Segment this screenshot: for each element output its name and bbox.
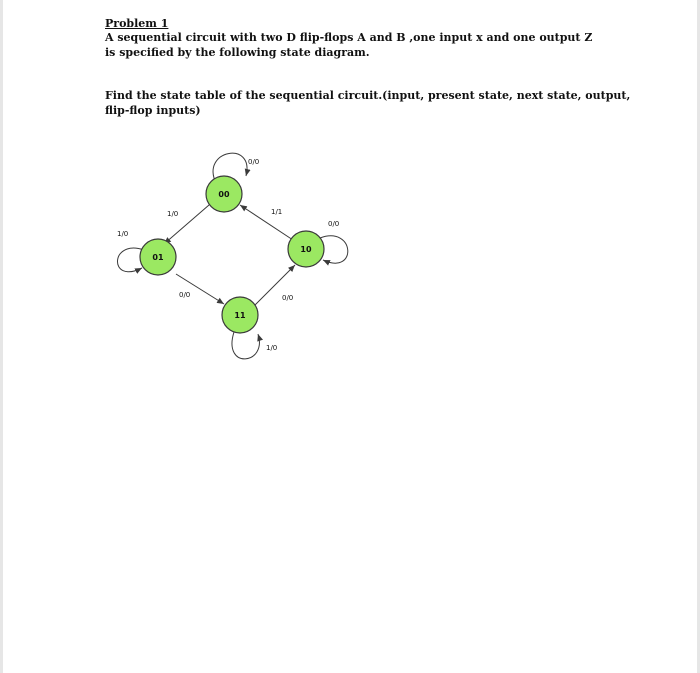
transition-11-self — [232, 332, 259, 359]
problem-title: Problem 1 — [105, 17, 169, 30]
label-01-to-11: 0/0 — [179, 291, 191, 299]
state-00-label: 00 — [218, 190, 230, 199]
label-01-self: 1/0 — [117, 230, 129, 238]
transition-10-to-00 — [240, 205, 293, 240]
transition-01-to-11 — [176, 274, 224, 304]
statement-line-2: is specified by the following state diagram. — [105, 46, 370, 59]
label-00-self: 0/0 — [248, 158, 260, 166]
label-10-self: 0/0 — [328, 220, 340, 228]
label-10-to-00: 1/1 — [271, 208, 283, 216]
label-11-to-10: 0/0 — [282, 294, 294, 302]
label-11-self: 1/0 — [266, 344, 278, 352]
question-line-2: flip-flop inputs) — [105, 104, 201, 117]
statement-line-1: A sequential circuit with two D flip-flops A and B ,one input x and one output Z — [105, 31, 593, 44]
state-01-label: 01 — [152, 253, 164, 262]
state-10-label: 10 — [300, 245, 312, 254]
label-00-to-01: 1/0 — [167, 210, 179, 218]
state-11-label: 11 — [234, 311, 246, 320]
question-line-1: Find the state table of the sequential circuit.(input, present state, next state, output, — [105, 89, 631, 102]
